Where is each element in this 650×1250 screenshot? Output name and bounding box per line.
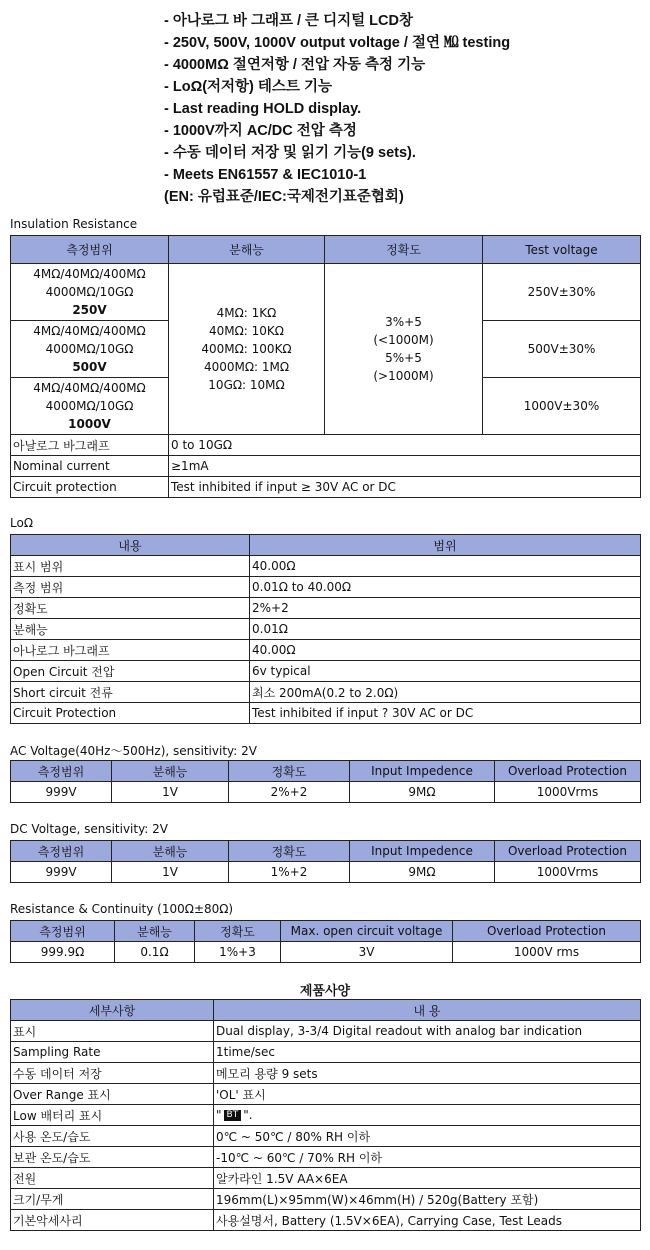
spec-row-label: Low 배터리 표시 xyxy=(11,1105,214,1126)
acv-cell: 999V xyxy=(11,782,112,803)
res-header: Overload Protection xyxy=(453,921,641,942)
res-cell: 999.9Ω xyxy=(11,942,115,963)
lo-row-label: Circuit Protection xyxy=(11,703,250,724)
spec-row-label: 보관 온도/습도 xyxy=(11,1147,214,1168)
res-header: 정확도 xyxy=(195,921,281,942)
lo-header-item: 내용 xyxy=(11,535,250,556)
battery-icon: BT xyxy=(224,1110,242,1121)
dcv-header: 분해능 xyxy=(112,841,229,862)
acv-header: 측정범위 xyxy=(11,761,112,782)
dcv-cell: 1%+2 xyxy=(229,862,350,883)
acv-header: 분해능 xyxy=(112,761,229,782)
acv-caption: AC Voltage(40Hz～500Hz), sensitivity: 2V xyxy=(10,744,257,758)
lo-caption: LoΩ xyxy=(10,516,33,530)
lo-row-value: 최소 200mA(0.2 to 2.0Ω) xyxy=(250,682,641,703)
lo-row-label: Short circuit 전류 xyxy=(11,682,250,703)
insulation-extra-value: 0 to 10GΩ xyxy=(169,435,641,456)
insulation-table xyxy=(10,235,641,498)
res-header: Max. open circuit voltage xyxy=(281,921,453,942)
insulation-accuracy: 3%+5 (<1000M) 5%+5 (>1000M) xyxy=(325,264,483,435)
acv-cell: 2%+2 xyxy=(229,782,350,803)
dcv-cell: 1V xyxy=(112,862,229,883)
lo-header-range: 범위 xyxy=(250,535,641,556)
lo-row-label: 분해능 xyxy=(11,619,250,640)
lo-row-value: 0.01Ω to 40.00Ω xyxy=(250,577,641,598)
res-cell: 3V xyxy=(281,942,453,963)
insulation-extra-value: ≥1mA xyxy=(169,456,641,477)
spec-row-label: Sampling Rate xyxy=(11,1042,214,1063)
insulation-range-500: 4MΩ/40MΩ/400MΩ 4000MΩ/10GΩ 500V xyxy=(11,321,169,378)
dcv-caption: DC Voltage, sensitivity: 2V xyxy=(10,822,169,836)
res-cell: 0.1Ω xyxy=(115,942,195,963)
insulation-header-range: 측정범위 xyxy=(11,236,169,264)
spec-header-content: 내 용 xyxy=(214,1000,641,1021)
feature-item: - Meets EN61557 & IEC1010-1 xyxy=(164,167,367,183)
dcv-header: 측정범위 xyxy=(11,841,112,862)
spec-row-value: 사용설명서, Battery (1.5V×6EA), Carrying Case, Test Leads xyxy=(214,1210,641,1231)
spec-row-label: 전원 xyxy=(11,1168,214,1189)
feature-item: (EN: 유럽표준/IEC:국제전기표준협회) xyxy=(164,189,404,205)
insulation-extra-value: Test inhibited if input ≥ 30V AC or DC xyxy=(169,477,641,498)
spec-row-label: Over Range 표시 xyxy=(11,1084,214,1105)
lo-row-value: 6v typical xyxy=(250,661,641,682)
insulation-range-1000: 4MΩ/40MΩ/400MΩ 4000MΩ/10GΩ 1000V xyxy=(11,378,169,435)
res-cell: 1%+3 xyxy=(195,942,281,963)
spec-row-label: 수동 데이터 저장 xyxy=(11,1063,214,1084)
lo-table xyxy=(10,534,641,724)
acv-header: Input Impedence xyxy=(350,761,495,782)
spec-row-value: Dual display, 3-3/4 Digital readout with analog bar indication xyxy=(214,1021,641,1042)
lo-row-label: Open Circuit 전압 xyxy=(11,661,250,682)
insulation-test-voltage-1000: 1000V±30% xyxy=(483,378,641,435)
acv-header: Overload Protection xyxy=(495,761,641,782)
lo-row-label: 측정 범위 xyxy=(11,577,250,598)
feature-item: - Last reading HOLD display. xyxy=(164,101,362,117)
lo-row-value: 40.00Ω xyxy=(250,640,641,661)
feature-item: - 수동 데이터 저장 및 읽기 기능(9 sets). xyxy=(164,145,416,161)
dcv-cell: 1000Vrms xyxy=(495,862,641,883)
lo-row-value: 40.00Ω xyxy=(250,556,641,577)
spec-row-value: 1time/sec xyxy=(214,1042,641,1063)
spec-row-value: 196mm(L)×95mm(W)×46mm(H) / 520g(Battery 포함) xyxy=(214,1189,641,1210)
insulation-header-resolution: 분해능 xyxy=(169,236,325,264)
insulation-test-voltage-250: 250V±30% xyxy=(483,264,641,321)
spec-table xyxy=(10,999,641,1231)
res-caption: Resistance & Continuity (100Ω±80Ω) xyxy=(10,902,234,916)
insulation-test-voltage-500: 500V±30% xyxy=(483,321,641,378)
lo-row-value: Test inhibited if input ? 30V AC or DC xyxy=(250,703,641,724)
insulation-header-test-voltage: Test voltage xyxy=(483,236,641,264)
spec-row-label: 표시 xyxy=(11,1021,214,1042)
feature-item: - 250V, 500V, 1000V output voltage / 절연 ㏁ testing xyxy=(164,35,511,51)
insulation-range-250: 4MΩ/40MΩ/400MΩ 4000MΩ/10GΩ 250V xyxy=(11,264,169,321)
feature-item: - LoΩ(저저항) 테스트 기능 xyxy=(164,79,332,95)
dcv-header: Overload Protection xyxy=(495,841,641,862)
dcv-cell: 9MΩ xyxy=(350,862,495,883)
feature-list xyxy=(164,10,510,208)
lo-row-label: 정확도 xyxy=(11,598,250,619)
spec-row-value: -10℃ ~ 60℃ / 70% RH 이하 xyxy=(214,1147,641,1168)
dcv-header: 정확도 xyxy=(229,841,350,862)
res-table xyxy=(10,920,641,963)
dcv-table xyxy=(10,840,641,883)
insulation-resolution: 4MΩ: 1KΩ 40MΩ: 10KΩ 400MΩ: 100KΩ 4000MΩ: 1MΩ 10GΩ: 10MΩ xyxy=(169,264,325,435)
spec-header-item: 세부사항 xyxy=(11,1000,214,1021)
acv-header: 정확도 xyxy=(229,761,350,782)
acv-cell: 9MΩ xyxy=(350,782,495,803)
insulation-extra-label: Nominal current xyxy=(11,456,169,477)
spec-row-label: 사용 온도/습도 xyxy=(11,1126,214,1147)
lo-row-value: 2%+2 xyxy=(250,598,641,619)
spec-row-label: 기본악세사리 xyxy=(11,1210,214,1231)
insulation-caption: Insulation Resistance xyxy=(10,217,138,231)
feature-item: - 아나로그 바 그래프 / 큰 디지털 LCD창 xyxy=(164,13,413,29)
spec-row-value: 알카라인 1.5V AA×6EA xyxy=(214,1168,641,1189)
spec-row-label: 크기/무게 xyxy=(11,1189,214,1210)
lo-row-label: 아나로그 바그래프 xyxy=(11,640,250,661)
res-header: 분해능 xyxy=(115,921,195,942)
acv-table xyxy=(10,760,641,803)
insulation-extra-label: 아날로그 바그래프 xyxy=(11,435,169,456)
insulation-extra-label: Circuit protection xyxy=(11,477,169,498)
spec-row-value: 'OL' 표시 xyxy=(214,1084,641,1105)
insulation-header-accuracy: 정확도 xyxy=(325,236,483,264)
spec-row-value: 메모리 용량 9 sets xyxy=(214,1063,641,1084)
lo-row-value: 0.01Ω xyxy=(250,619,641,640)
acv-cell: 1000Vrms xyxy=(495,782,641,803)
acv-cell: 1V xyxy=(112,782,229,803)
dcv-cell: 999V xyxy=(11,862,112,883)
res-cell: 1000V rms xyxy=(453,942,641,963)
lo-row-label: 표시 범위 xyxy=(11,556,250,577)
spec-row-value: 0℃ ~ 50℃ / 80% RH 이하 xyxy=(214,1126,641,1147)
res-header: 측정범위 xyxy=(11,921,115,942)
feature-item: - 4000MΩ 절연저항 / 전압 자동 측정 기능 xyxy=(164,57,426,73)
spec-row-value: " BT ". xyxy=(214,1105,641,1126)
feature-item: - 1000V까지 AC/DC 전압 측정 xyxy=(164,123,357,139)
dcv-header: Input Impedence xyxy=(350,841,495,862)
spec-title: 제품사양 xyxy=(299,984,351,999)
